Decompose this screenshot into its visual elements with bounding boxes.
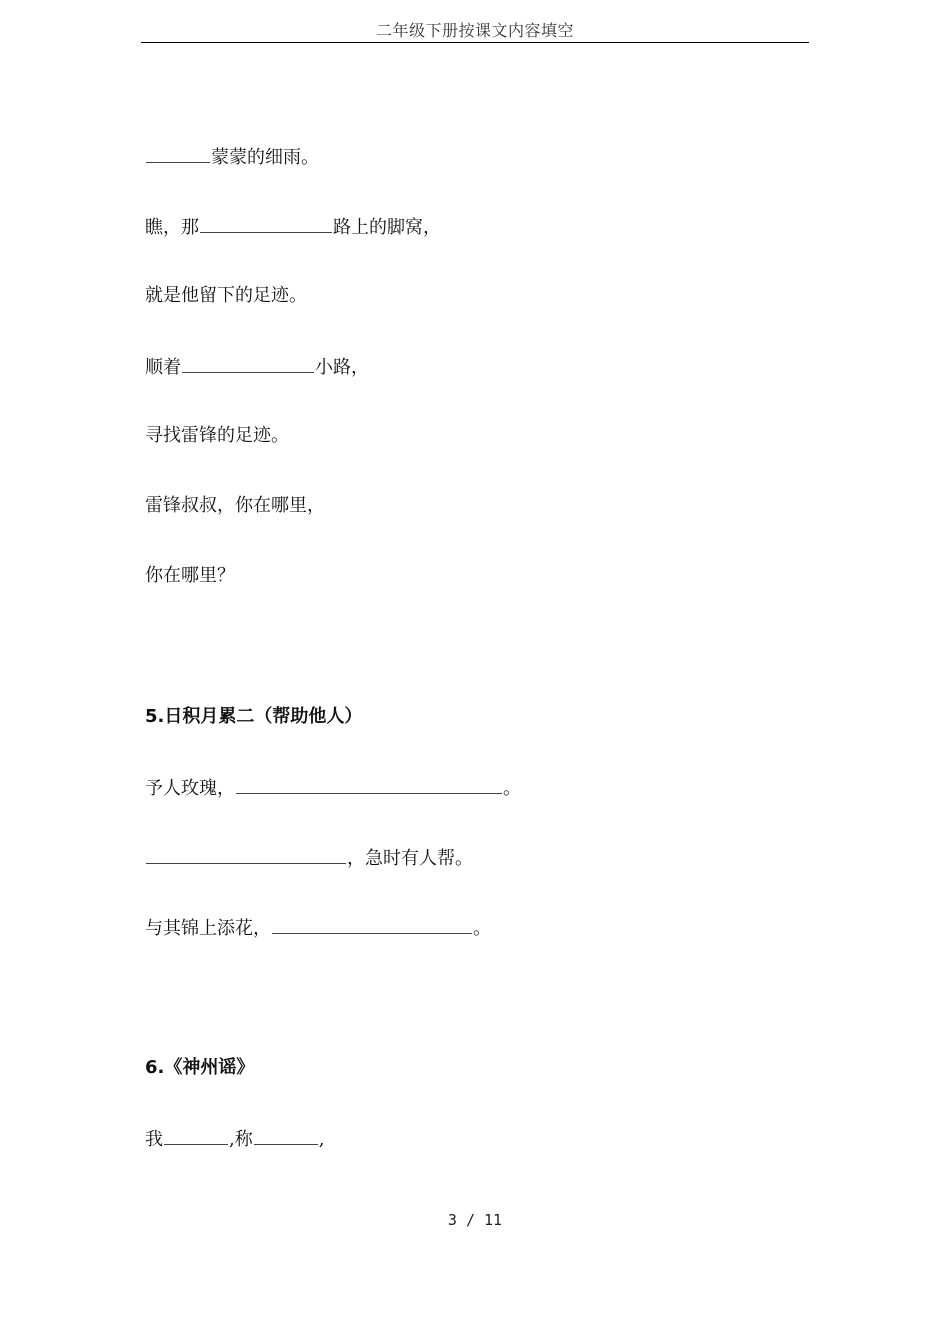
line-text: , (318, 1129, 325, 1150)
page-number: 3 / 11 (447, 1211, 503, 1229)
line-text: 路上的脚窝， (333, 217, 441, 238)
line-text: 蒙蒙的细雨。 (211, 147, 319, 168)
fill-blank[interactable] (146, 144, 210, 163)
fill-blank[interactable] (200, 214, 332, 233)
section-5-line-3 (145, 915, 491, 941)
line-text: ，急时有人帮。 (347, 848, 473, 869)
line-text: 顺着 (145, 357, 181, 378)
line-text: 你在哪里？ (145, 565, 235, 586)
line-text: 我 (145, 1129, 163, 1150)
line-text: 小路， (315, 357, 369, 378)
fill-blank[interactable] (164, 1126, 228, 1145)
section-6-heading: 6.《神州谣》 (145, 1057, 255, 1078)
poem-line-3 (145, 284, 307, 308)
line-text: ,称 (229, 1129, 253, 1150)
section-5-heading: 5.日积月累二（帮助他人） (145, 706, 363, 727)
header-title: 二年级下册按课文内容填空 (375, 21, 574, 40)
page-header (141, 14, 809, 43)
line-text: 予人玫瑰， (145, 778, 235, 799)
fill-blank[interactable] (272, 915, 472, 934)
line-text: 。 (473, 918, 491, 939)
fill-blank[interactable] (254, 1126, 318, 1145)
poem-line-5 (145, 424, 289, 448)
section-5-line-2 (145, 845, 473, 871)
fill-blank[interactable] (182, 354, 314, 373)
poem-line-4 (145, 354, 369, 380)
line-text: 与其锦上添花， (145, 918, 271, 939)
fill-blank[interactable] (236, 775, 502, 794)
poem-line-2 (145, 214, 441, 240)
poem-line-1 (145, 144, 319, 170)
line-text: 寻找雷锋的足迹。 (145, 425, 289, 446)
poem-line-7 (145, 564, 235, 588)
fill-blank[interactable] (146, 845, 346, 864)
line-text: 就是他留下的足迹。 (145, 285, 307, 306)
section-5-line-1 (145, 775, 521, 801)
section-6-line-1 (145, 1126, 324, 1152)
poem-line-6 (145, 494, 325, 518)
line-text: 瞧，那 (145, 217, 199, 238)
line-text: 雷锋叔叔，你在哪里， (145, 495, 325, 516)
line-text: 。 (503, 778, 521, 799)
